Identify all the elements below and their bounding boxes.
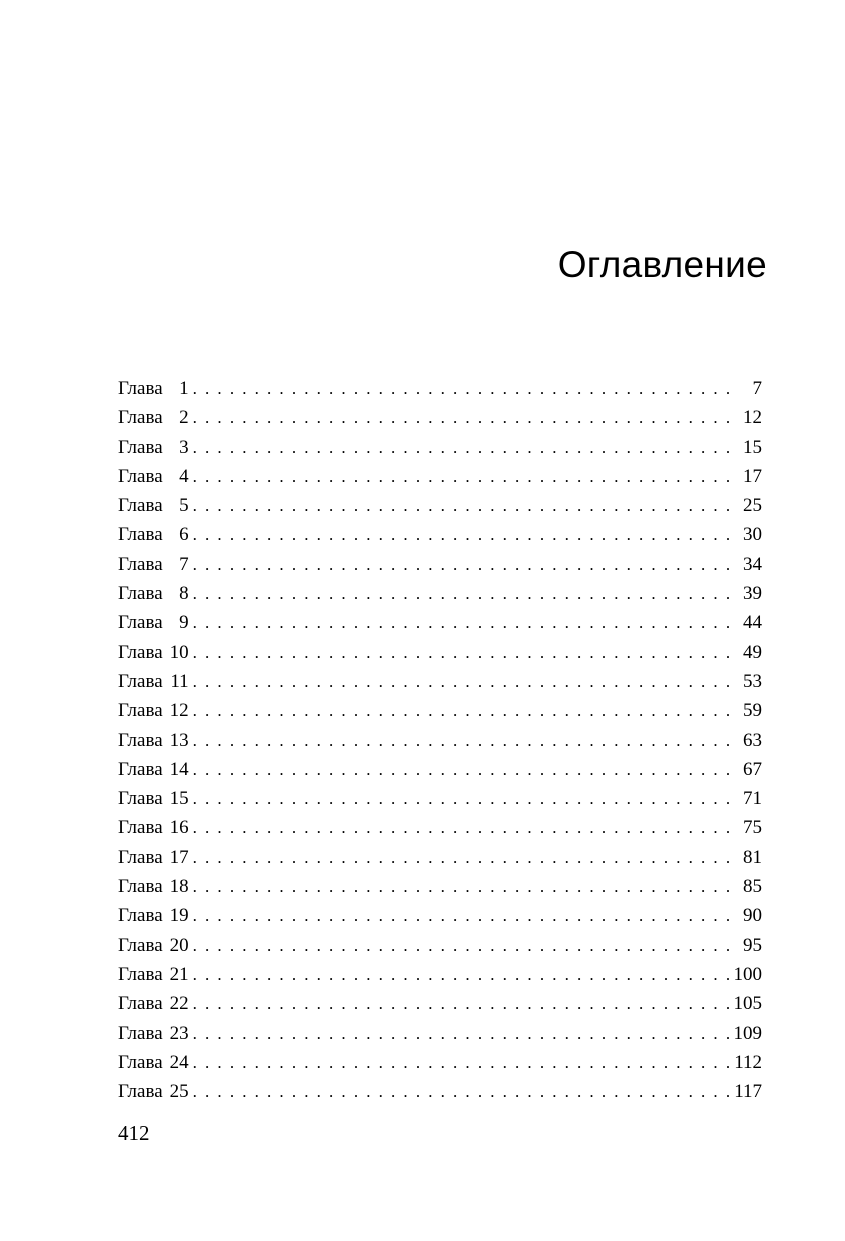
toc-dot-leader (189, 550, 732, 579)
toc-entry-label (118, 579, 189, 608)
toc-chapter-number: 9 (179, 612, 189, 634)
toc-page-number: 85 (743, 876, 762, 898)
toc-entry-16[interactable] (118, 813, 762, 842)
toc-page-number: 81 (743, 846, 762, 868)
toc-entry-label (118, 931, 189, 960)
toc-page-number: 90 (743, 905, 762, 927)
toc-entry-7[interactable] (118, 550, 762, 579)
toc-entry-2[interactable] (118, 403, 762, 432)
toc-entry-label (118, 667, 189, 696)
toc-entry-19[interactable] (118, 901, 762, 930)
toc-page-number: 34 (743, 553, 762, 575)
toc-entry-label (118, 374, 189, 403)
toc-chapter-number: 19 (169, 905, 189, 927)
toc-dot-leader (189, 491, 732, 520)
toc-entry-17[interactable] (118, 843, 762, 872)
toc-dot-leader (189, 989, 732, 1018)
toc-entry-8[interactable] (118, 579, 762, 608)
toc-page-number: 109 (733, 1022, 762, 1044)
toc-chapter-number: 22 (169, 993, 189, 1015)
toc-chapter-word: Глава (118, 407, 163, 429)
toc-chapter-word: Глава (118, 729, 163, 751)
toc-chapter-number: 4 (179, 465, 189, 487)
toc-dot-leader (189, 462, 732, 491)
toc-dot-leader (189, 813, 732, 842)
toc-chapter-number: 20 (169, 934, 189, 956)
page-title: Оглавление (557, 244, 767, 285)
toc-entry-24[interactable] (118, 1048, 762, 1077)
toc-chapter-word: Глава (118, 436, 163, 458)
toc-page-number: 100 (733, 963, 762, 985)
toc-page-number: 53 (743, 670, 762, 692)
toc-dot-leader (189, 579, 732, 608)
toc-entry-10[interactable] (118, 638, 762, 667)
toc-chapter-word: Глава (118, 963, 163, 985)
toc-entry-label (118, 491, 189, 520)
toc-entry-label (118, 813, 189, 842)
toc-page-number: 17 (743, 465, 762, 487)
toc-entry-label (118, 696, 189, 725)
toc-chapter-word: Глава (118, 641, 163, 663)
toc-page-number: 59 (743, 700, 762, 722)
toc-entry-label (118, 901, 189, 930)
toc-chapter-word: Глава (118, 788, 163, 810)
toc-dot-leader (189, 872, 732, 901)
toc-entry-label (118, 403, 189, 432)
toc-page-number: 67 (743, 758, 762, 780)
toc-entry-15[interactable] (118, 784, 762, 813)
toc-page-number: 71 (743, 788, 762, 810)
toc-entry-label (118, 726, 189, 755)
toc-entry-label (118, 755, 189, 784)
toc-page-number: 105 (733, 993, 762, 1015)
toc-dot-leader (189, 433, 732, 462)
toc-entry-18[interactable] (118, 872, 762, 901)
toc-dot-leader (189, 843, 732, 872)
toc-page-number: 112 (734, 1051, 762, 1073)
toc-dot-leader (189, 1019, 732, 1048)
toc-chapter-number: 17 (169, 846, 189, 868)
toc-page-number: 117 (734, 1081, 762, 1103)
toc-chapter-number: 23 (169, 1022, 189, 1044)
toc-page-number: 7 (752, 378, 762, 399)
toc-entry-21[interactable] (118, 960, 762, 989)
toc-entry-20[interactable] (118, 931, 762, 960)
toc-entry-6[interactable] (118, 520, 762, 549)
toc-chapter-word: Глава (118, 670, 163, 692)
toc-entry-25[interactable] (118, 1077, 762, 1106)
toc-chapter-number: 6 (179, 524, 189, 546)
toc-chapter-number: 21 (169, 963, 189, 985)
toc-chapter-number: 12 (169, 700, 189, 722)
toc-entry-23[interactable] (118, 1019, 762, 1048)
toc-chapter-word: Глава (118, 583, 163, 605)
toc-entry-label (118, 784, 189, 813)
toc-entry-label (118, 462, 189, 491)
toc-chapter-word: Глава (118, 495, 163, 517)
toc-entry-label (118, 1048, 189, 1077)
toc-dot-leader (189, 403, 732, 432)
toc-chapter-word: Глава (118, 612, 163, 634)
toc-chapter-number: 16 (169, 817, 189, 839)
toc-entry-22[interactable] (118, 989, 762, 1018)
page-number: 412 (118, 1121, 150, 1145)
toc-chapter-word: Глава (118, 1081, 163, 1103)
toc-dot-leader (189, 726, 732, 755)
toc-page-number: 25 (743, 495, 762, 517)
toc-dot-leader (189, 520, 732, 549)
toc-chapter-word: Глава (118, 1022, 163, 1044)
toc-entry-label (118, 638, 189, 667)
table-of-contents (118, 374, 762, 1106)
toc-dot-leader (189, 755, 732, 784)
toc-chapter-number: 2 (179, 407, 189, 429)
toc-entry-1[interactable] (118, 374, 762, 403)
toc-chapter-number: 25 (169, 1081, 189, 1103)
toc-chapter-number: 8 (179, 583, 189, 605)
toc-dot-leader (189, 608, 732, 637)
toc-chapter-word: Глава (118, 817, 163, 839)
toc-chapter-word: Глава (118, 700, 163, 722)
toc-page-number: 30 (743, 524, 762, 546)
toc-dot-leader (189, 1077, 732, 1106)
toc-chapter-word: Глава (118, 524, 163, 546)
toc-entry-label (118, 433, 189, 462)
toc-entry-label (118, 872, 189, 901)
toc-chapter-word: Глава (118, 993, 163, 1015)
toc-chapter-word: Глава (118, 378, 163, 399)
toc-page-number: 12 (743, 407, 762, 429)
toc-dot-leader (189, 931, 732, 960)
toc-entry-label (118, 843, 189, 872)
toc-chapter-number: 15 (169, 788, 189, 810)
toc-page-number: 39 (743, 583, 762, 605)
toc-entry-label (118, 989, 189, 1018)
toc-chapter-word: Глава (118, 1051, 163, 1073)
toc-entry-4[interactable] (118, 462, 762, 491)
toc-entry-12[interactable] (118, 696, 762, 725)
toc-page-number: 63 (743, 729, 762, 751)
toc-page-number: 49 (743, 641, 762, 663)
toc-entry-label (118, 550, 189, 579)
toc-chapter-word: Глава (118, 876, 163, 898)
toc-page-number: 15 (743, 436, 762, 458)
toc-chapter-word: Глава (118, 465, 163, 487)
toc-page-number: 75 (743, 817, 762, 839)
toc-entry-label (118, 1019, 189, 1048)
toc-dot-leader (189, 960, 732, 989)
toc-dot-leader (189, 901, 732, 930)
toc-chapter-word: Глава (118, 846, 163, 868)
toc-chapter-number: 24 (169, 1051, 189, 1073)
toc-entry-label (118, 1077, 189, 1106)
toc-chapter-number: 7 (179, 553, 189, 575)
toc-chapter-number: 11 (170, 670, 189, 692)
toc-dot-leader (189, 667, 732, 696)
toc-page-number: 44 (743, 612, 762, 634)
toc-entry-5[interactable] (118, 491, 762, 520)
toc-entry-label (118, 960, 189, 989)
toc-chapter-number: 18 (169, 876, 189, 898)
toc-page-number: 95 (743, 934, 762, 956)
toc-entry-11[interactable] (118, 667, 762, 696)
toc-chapter-number: 14 (169, 758, 189, 780)
toc-chapter-number: 3 (179, 436, 189, 458)
toc-chapter-number: 13 (169, 729, 189, 751)
toc-entry-13[interactable] (118, 726, 762, 755)
toc-chapter-number: 10 (169, 641, 189, 663)
toc-chapter-word: Глава (118, 905, 163, 927)
toc-entry-14[interactable] (118, 755, 762, 784)
toc-entry-9[interactable] (118, 608, 762, 637)
toc-chapter-word: Глава (118, 553, 163, 575)
toc-dot-leader (189, 638, 732, 667)
toc-dot-leader (189, 374, 732, 403)
toc-dot-leader (189, 696, 732, 725)
toc-dot-leader (189, 1048, 732, 1077)
toc-chapter-number: 1 (179, 378, 189, 399)
toc-entry-label (118, 608, 189, 637)
toc-chapter-word: Глава (118, 758, 163, 780)
toc-entry-3[interactable] (118, 433, 762, 462)
toc-dot-leader (189, 784, 732, 813)
toc-chapter-word: Глава (118, 934, 163, 956)
toc-chapter-number: 5 (179, 495, 189, 517)
toc-entry-label (118, 520, 189, 549)
